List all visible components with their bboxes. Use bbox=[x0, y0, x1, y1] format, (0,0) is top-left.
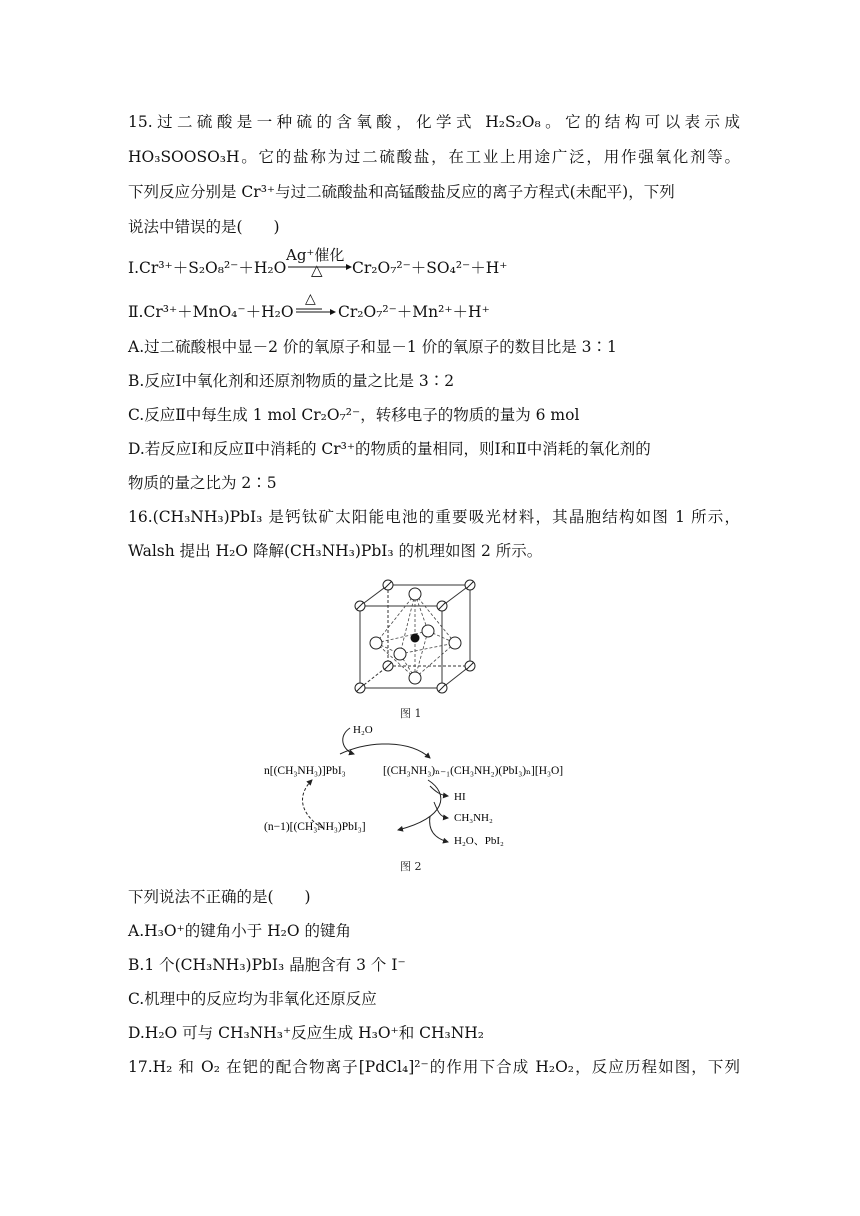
fig2-right-top: [(CH₃NH₃)ₙ₋₁(CH₃NH₂)(PbI₃)ₙ][H₃O] bbox=[383, 765, 564, 777]
corner-atom bbox=[383, 580, 393, 590]
q16-option-a: A.H₃O⁺的键角小于 H₂O 的键角 bbox=[128, 922, 352, 940]
q16-line2: Walsh 提出 H₂O 降解(CH₃NH₃)PbI₃ 的机理如图 2 所示。 bbox=[128, 542, 543, 560]
fig2-ch3nh2: CH₃NH₂ bbox=[454, 812, 493, 824]
figure-2-caption: 图 2 bbox=[400, 860, 422, 873]
q16-option-d: D.H₂O 可与 CH₃NH₃⁺反应生成 H₃O⁺和 CH₃NH₂ bbox=[128, 1024, 485, 1042]
fig2-h2o-label: H₂O bbox=[353, 724, 373, 736]
corner-atom bbox=[355, 683, 365, 693]
eq1-right: Cr₂O₇²⁻＋SO₄²⁻＋H⁺ bbox=[352, 259, 508, 277]
corner-atom bbox=[383, 661, 393, 671]
eq1-below: △ bbox=[311, 261, 323, 279]
fig2-h2o-pbi2: H₂O、PbI₂ bbox=[454, 835, 504, 847]
q15-line2: HO₃SOOSO₃H。它的盐称为过二硫酸盐，在工业上用途广泛，用作强氧化剂等。 bbox=[128, 148, 740, 166]
q15-line1: 15.过二硫酸是一种硫的含氧酸，化学式 H₂S₂O₈。它的结构可以表示成 bbox=[128, 113, 740, 131]
corner-atom bbox=[465, 661, 475, 671]
equation-1 bbox=[128, 246, 748, 286]
figure-1-crystal-cell bbox=[340, 576, 490, 696]
equation-2 bbox=[128, 290, 748, 326]
corner-atom bbox=[437, 601, 447, 611]
q15-option-a: A.过二硫酸根中显－2 价的氧原子和显－1 价的氧原子的数目比是 3∶1 bbox=[128, 338, 617, 356]
q16-option-c: C.机理中的反应均为非氧化还原反应 bbox=[128, 990, 377, 1008]
figure-2-mechanism bbox=[250, 718, 610, 858]
q15-option-d-line2: 物质的量之比为 2∶5 bbox=[128, 474, 277, 492]
eq1-left: Ⅰ.Cr³⁺＋S₂O₈²⁻＋H₂O bbox=[128, 259, 287, 277]
q15-line4: 说法中错误的是( ) bbox=[128, 218, 280, 236]
eq2-right: Cr₂O₇²⁻＋Mn²⁺＋H⁺ bbox=[338, 303, 490, 321]
fig2-hi: HI bbox=[454, 791, 466, 803]
eq2-left: Ⅱ.Cr³⁺＋MnO₄⁻＋H₂O bbox=[128, 303, 294, 321]
q16-prompt: 下列说法不正确的是( ) bbox=[128, 888, 311, 906]
q17-line1: 17.H₂ 和 O₂ 在钯的配合物离子[PdCl₄]²⁻的作用下合成 H₂O₂，反应历程如图，下列 bbox=[128, 1058, 740, 1076]
fig2-left-bottom: (n−1)[(CH₃NH₃)PbI₃] bbox=[264, 821, 366, 833]
q15-option-d-line1: D.若反应Ⅰ和反应Ⅱ中消耗的 Cr³⁺的物质的量相同，则Ⅰ和Ⅱ中消耗的氧化剂的 bbox=[128, 440, 651, 458]
q15-option-b: B.反应Ⅰ中氧化剂和还原剂物质的量之比是 3∶2 bbox=[128, 372, 455, 390]
figure-1-caption: 图 1 bbox=[400, 707, 422, 720]
corner-atom bbox=[355, 601, 365, 611]
q15-line3: 下列反应分别是 Cr³⁺与过二硫酸盐和高锰酸盐反应的离子方程式(未配平)，下列 bbox=[128, 183, 675, 201]
eq2-above: △ bbox=[305, 291, 316, 307]
corner-atom bbox=[465, 580, 475, 590]
eq2-arrow bbox=[296, 306, 336, 316]
q15-option-c: C.反应Ⅱ中每生成 1 mol Cr₂O₇²⁻，转移电子的物质的量为 6 mol bbox=[128, 406, 580, 424]
q16-line1: 16.(CH₃NH₃)PbI₃ 是钙钛矿太阳能电池的重要吸光材料，其晶胞结构如图 1 所示， bbox=[128, 508, 740, 526]
q16-option-b: B.1 个(CH₃NH₃)PbI₃ 晶胞含有 3 个 I⁻ bbox=[128, 956, 406, 974]
corner-atom bbox=[437, 683, 447, 693]
body-center-atom bbox=[411, 634, 420, 643]
eq1-above: Ag⁺催化 bbox=[286, 246, 345, 264]
fig2-left-top: n[(CH₃NH₃)]PbI₃ bbox=[264, 765, 346, 777]
